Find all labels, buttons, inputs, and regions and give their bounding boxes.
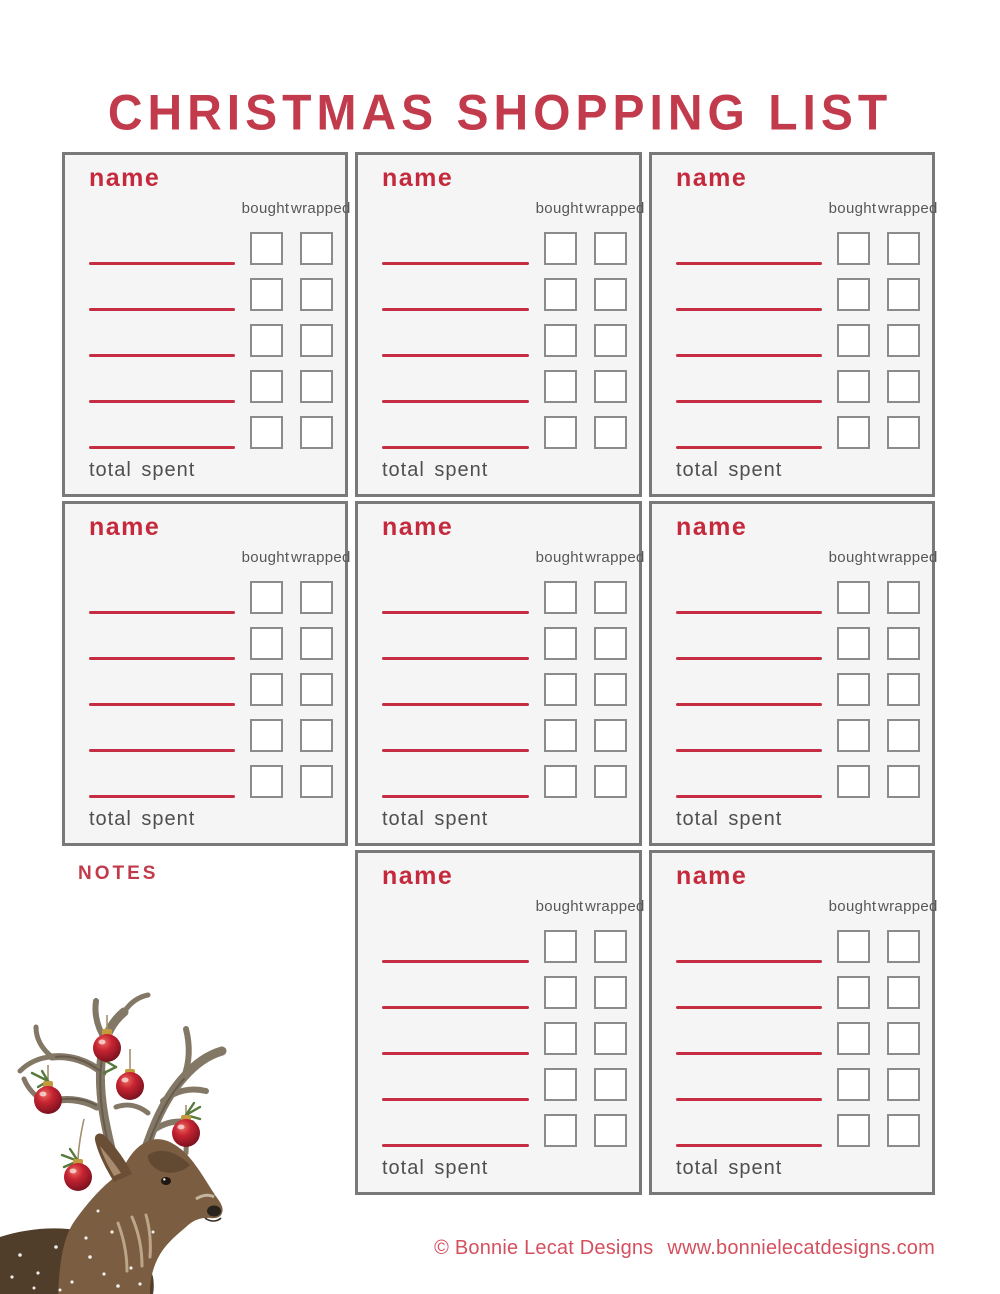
checkbox-pair xyxy=(837,765,920,798)
checkbox-column-labels xyxy=(89,193,351,217)
bought-checkbox[interactable] xyxy=(544,1114,577,1147)
gift-card xyxy=(649,850,938,1195)
wrapped-checkbox[interactable] xyxy=(300,673,333,706)
item-row xyxy=(89,706,333,752)
checkbox-column-labels xyxy=(89,542,351,566)
bought-checkbox[interactable] xyxy=(250,765,283,798)
checkbox-pair xyxy=(837,232,920,265)
item-row xyxy=(382,265,627,311)
item-row xyxy=(89,568,333,614)
wrapped-label: wrapped xyxy=(585,898,645,915)
item-write-line[interactable] xyxy=(382,1144,529,1147)
checkbox-pair xyxy=(250,719,333,752)
item-row xyxy=(676,568,920,614)
checkbox-pair xyxy=(837,416,920,449)
checkbox-pair xyxy=(837,581,920,614)
name-label: name xyxy=(676,164,748,192)
bought-checkbox[interactable] xyxy=(250,719,283,752)
checkbox-pair xyxy=(544,416,627,449)
item-write-line[interactable] xyxy=(676,795,822,798)
wrapped-checkbox[interactable] xyxy=(887,976,920,1009)
item-row xyxy=(382,219,627,265)
checkbox-pair xyxy=(837,324,920,357)
bought-checkbox[interactable] xyxy=(837,976,870,1009)
bought-checkbox[interactable] xyxy=(250,324,283,357)
gift-card xyxy=(355,152,645,497)
checkbox-pair xyxy=(544,976,627,1009)
bought-checkbox[interactable] xyxy=(544,765,577,798)
item-row xyxy=(89,660,333,706)
wrapped-checkbox[interactable] xyxy=(594,370,627,403)
checkbox-pair xyxy=(544,324,627,357)
name-label: name xyxy=(382,862,454,890)
checkbox-pair xyxy=(250,278,333,311)
wrapped-checkbox[interactable] xyxy=(300,719,333,752)
item-row xyxy=(382,403,627,449)
checkbox-pair xyxy=(837,1068,920,1101)
item-row xyxy=(89,403,333,449)
checkbox-pair xyxy=(544,1114,627,1147)
checkbox-pair xyxy=(544,581,627,614)
checkbox-column-labels xyxy=(676,193,938,217)
gift-card xyxy=(355,850,645,1195)
wrapped-checkbox[interactable] xyxy=(594,1022,627,1055)
item-rows xyxy=(382,917,627,1147)
wrapped-checkbox[interactable] xyxy=(887,1114,920,1147)
gift-card xyxy=(355,501,645,846)
bought-checkbox[interactable] xyxy=(250,416,283,449)
wrapped-label: wrapped xyxy=(291,200,351,217)
item-row xyxy=(89,614,333,660)
page-title: CHRISTMAS SHOPPING LIST xyxy=(107,86,893,142)
item-row xyxy=(89,265,333,311)
item-row xyxy=(676,1101,920,1147)
bought-checkbox[interactable] xyxy=(544,976,577,1009)
wrapped-label: wrapped xyxy=(878,200,938,217)
item-row xyxy=(382,568,627,614)
bought-checkbox[interactable] xyxy=(250,581,283,614)
gift-card xyxy=(62,501,351,846)
item-row xyxy=(382,752,627,798)
checkbox-column-labels xyxy=(676,891,938,915)
item-write-line[interactable] xyxy=(676,1144,822,1147)
wrapped-label: wrapped xyxy=(878,898,938,915)
checkbox-pair xyxy=(837,278,920,311)
wrapped-label: wrapped xyxy=(585,549,645,566)
name-label: name xyxy=(676,513,748,541)
bought-label: bought xyxy=(535,200,584,217)
bought-checkbox[interactable] xyxy=(837,1114,870,1147)
wrapped-checkbox[interactable] xyxy=(594,324,627,357)
checkbox-pair xyxy=(250,232,333,265)
wrapped-label: wrapped xyxy=(585,200,645,217)
checkbox-pair xyxy=(544,719,627,752)
wrapped-checkbox[interactable] xyxy=(887,278,920,311)
wrapped-label: wrapped xyxy=(291,549,351,566)
total-spent-label: total spent xyxy=(676,808,783,830)
bought-label: bought xyxy=(535,549,584,566)
item-rows xyxy=(89,568,333,798)
total-spent-label: total spent xyxy=(382,1157,489,1179)
bought-checkbox[interactable] xyxy=(544,278,577,311)
bought-label: bought xyxy=(828,200,877,217)
bought-checkbox[interactable] xyxy=(544,1022,577,1055)
wrapped-checkbox[interactable] xyxy=(594,416,627,449)
footer-website[interactable]: www.bonnielecatdesigns.com xyxy=(667,1237,935,1259)
item-row xyxy=(676,752,920,798)
checkbox-pair xyxy=(250,765,333,798)
wrapped-checkbox[interactable] xyxy=(594,232,627,265)
bought-label: bought xyxy=(535,898,584,915)
reindeer-illustration xyxy=(0,985,250,1294)
bought-checkbox[interactable] xyxy=(837,416,870,449)
bought-checkbox[interactable] xyxy=(837,719,870,752)
wrapped-checkbox[interactable] xyxy=(887,324,920,357)
bought-checkbox[interactable] xyxy=(837,370,870,403)
name-label: name xyxy=(676,862,748,890)
item-row xyxy=(676,660,920,706)
checkbox-pair xyxy=(544,1068,627,1101)
bought-checkbox[interactable] xyxy=(544,324,577,357)
bought-checkbox[interactable] xyxy=(250,370,283,403)
item-row xyxy=(676,1009,920,1055)
wrapped-checkbox[interactable] xyxy=(887,416,920,449)
checkbox-pair xyxy=(837,930,920,963)
wrapped-checkbox[interactable] xyxy=(594,1114,627,1147)
total-spent-label: total spent xyxy=(89,808,196,830)
bought-checkbox[interactable] xyxy=(250,232,283,265)
bought-checkbox[interactable] xyxy=(250,278,283,311)
checkbox-pair xyxy=(250,416,333,449)
item-row xyxy=(382,660,627,706)
checkbox-pair xyxy=(837,370,920,403)
wrapped-checkbox[interactable] xyxy=(887,1022,920,1055)
gift-card xyxy=(62,152,351,497)
checkbox-pair xyxy=(837,1114,920,1147)
checkbox-pair xyxy=(837,976,920,1009)
bought-checkbox[interactable] xyxy=(837,1022,870,1055)
total-spent-label: total spent xyxy=(382,808,489,830)
bought-checkbox[interactable] xyxy=(544,370,577,403)
checkbox-pair xyxy=(250,627,333,660)
bought-checkbox[interactable] xyxy=(837,627,870,660)
wrapped-checkbox[interactable] xyxy=(300,627,333,660)
wrapped-checkbox[interactable] xyxy=(594,581,627,614)
bought-label: bought xyxy=(241,200,290,217)
bought-checkbox[interactable] xyxy=(250,627,283,660)
item-row xyxy=(382,963,627,1009)
gift-card xyxy=(649,152,938,497)
name-label: name xyxy=(382,164,454,192)
gift-card xyxy=(649,501,938,846)
wrapped-checkbox[interactable] xyxy=(300,416,333,449)
item-row xyxy=(382,357,627,403)
item-row xyxy=(676,311,920,357)
item-row xyxy=(89,311,333,357)
bought-label: bought xyxy=(828,898,877,915)
bought-checkbox[interactable] xyxy=(837,581,870,614)
checkbox-pair xyxy=(544,627,627,660)
item-write-line[interactable] xyxy=(89,795,235,798)
checkbox-column-labels xyxy=(382,193,645,217)
item-rows xyxy=(676,219,920,449)
bought-checkbox[interactable] xyxy=(837,278,870,311)
bought-checkbox[interactable] xyxy=(544,232,577,265)
item-row xyxy=(676,917,920,963)
checkbox-pair xyxy=(837,627,920,660)
item-row xyxy=(676,614,920,660)
wrapped-checkbox[interactable] xyxy=(594,765,627,798)
wrapped-checkbox[interactable] xyxy=(887,719,920,752)
bought-checkbox[interactable] xyxy=(837,930,870,963)
wrapped-checkbox[interactable] xyxy=(300,370,333,403)
wrapped-checkbox[interactable] xyxy=(887,232,920,265)
item-row xyxy=(89,357,333,403)
checkbox-pair xyxy=(544,1022,627,1055)
total-spent-label: total spent xyxy=(89,459,196,481)
item-row xyxy=(676,963,920,1009)
bought-checkbox[interactable] xyxy=(544,719,577,752)
item-row xyxy=(382,311,627,357)
wrapped-checkbox[interactable] xyxy=(887,370,920,403)
wrapped-checkbox[interactable] xyxy=(887,581,920,614)
footer-copyright: © Bonnie Lecat Designs xyxy=(434,1237,654,1259)
wrapped-checkbox[interactable] xyxy=(887,1068,920,1101)
item-write-line[interactable] xyxy=(89,446,235,449)
name-label: name xyxy=(89,513,161,541)
checkbox-pair xyxy=(837,673,920,706)
bought-checkbox[interactable] xyxy=(544,416,577,449)
checkbox-pair xyxy=(250,324,333,357)
item-row xyxy=(382,917,627,963)
item-row xyxy=(676,219,920,265)
bought-checkbox[interactable] xyxy=(544,1068,577,1101)
bought-checkbox[interactable] xyxy=(544,673,577,706)
item-write-line[interactable] xyxy=(382,446,529,449)
checkbox-pair xyxy=(250,581,333,614)
item-row xyxy=(382,614,627,660)
item-row xyxy=(676,403,920,449)
checkbox-pair xyxy=(544,930,627,963)
item-rows xyxy=(382,568,627,798)
bought-checkbox[interactable] xyxy=(837,1068,870,1101)
item-rows xyxy=(676,917,920,1147)
wrapped-checkbox[interactable] xyxy=(887,673,920,706)
wrapped-checkbox[interactable] xyxy=(887,930,920,963)
notes-label: NOTES xyxy=(78,863,159,884)
wrapped-checkbox[interactable] xyxy=(300,324,333,357)
wrapped-checkbox[interactable] xyxy=(594,976,627,1009)
item-row xyxy=(676,706,920,752)
wrapped-checkbox[interactable] xyxy=(300,765,333,798)
checkbox-pair xyxy=(250,673,333,706)
wrapped-checkbox[interactable] xyxy=(300,232,333,265)
checkbox-pair xyxy=(544,673,627,706)
wrapped-checkbox[interactable] xyxy=(594,278,627,311)
total-spent-label: total spent xyxy=(676,459,783,481)
bought-checkbox[interactable] xyxy=(837,324,870,357)
wrapped-checkbox[interactable] xyxy=(594,673,627,706)
bought-checkbox[interactable] xyxy=(837,673,870,706)
wrapped-checkbox[interactable] xyxy=(594,719,627,752)
item-row xyxy=(382,1055,627,1101)
bought-checkbox[interactable] xyxy=(544,627,577,660)
checkbox-pair xyxy=(837,1022,920,1055)
bought-checkbox[interactable] xyxy=(250,673,283,706)
wrapped-checkbox[interactable] xyxy=(594,627,627,660)
checkbox-pair xyxy=(837,719,920,752)
item-row xyxy=(676,265,920,311)
item-row xyxy=(676,1055,920,1101)
bought-checkbox[interactable] xyxy=(544,581,577,614)
checkbox-pair xyxy=(544,765,627,798)
item-write-line[interactable] xyxy=(676,446,822,449)
name-label: name xyxy=(382,513,454,541)
checkbox-column-labels xyxy=(382,542,645,566)
bought-label: bought xyxy=(241,549,290,566)
total-spent-label: total spent xyxy=(676,1157,783,1179)
wrapped-checkbox[interactable] xyxy=(887,765,920,798)
wrapped-checkbox[interactable] xyxy=(300,278,333,311)
wrapped-checkbox[interactable] xyxy=(300,581,333,614)
name-label: name xyxy=(89,164,161,192)
wrapped-label: wrapped xyxy=(878,549,938,566)
item-row xyxy=(89,219,333,265)
item-rows xyxy=(676,568,920,798)
bought-checkbox[interactable] xyxy=(837,765,870,798)
checkbox-pair xyxy=(544,370,627,403)
item-row xyxy=(89,752,333,798)
item-rows xyxy=(382,219,627,449)
item-row xyxy=(382,1009,627,1055)
bought-checkbox[interactable] xyxy=(544,930,577,963)
checkbox-column-labels xyxy=(676,542,938,566)
checkbox-pair xyxy=(250,370,333,403)
wrapped-checkbox[interactable] xyxy=(887,627,920,660)
item-write-line[interactable] xyxy=(382,795,529,798)
item-row xyxy=(382,706,627,752)
bought-label: bought xyxy=(828,549,877,566)
item-row xyxy=(382,1101,627,1147)
checkbox-pair xyxy=(544,232,627,265)
wrapped-checkbox[interactable] xyxy=(594,1068,627,1101)
checkbox-pair xyxy=(544,278,627,311)
footer-credit xyxy=(434,1237,935,1260)
checkbox-column-labels xyxy=(382,891,645,915)
bought-checkbox[interactable] xyxy=(837,232,870,265)
item-row xyxy=(676,357,920,403)
total-spent-label: total spent xyxy=(382,459,489,481)
item-rows xyxy=(89,219,333,449)
wrapped-checkbox[interactable] xyxy=(594,930,627,963)
